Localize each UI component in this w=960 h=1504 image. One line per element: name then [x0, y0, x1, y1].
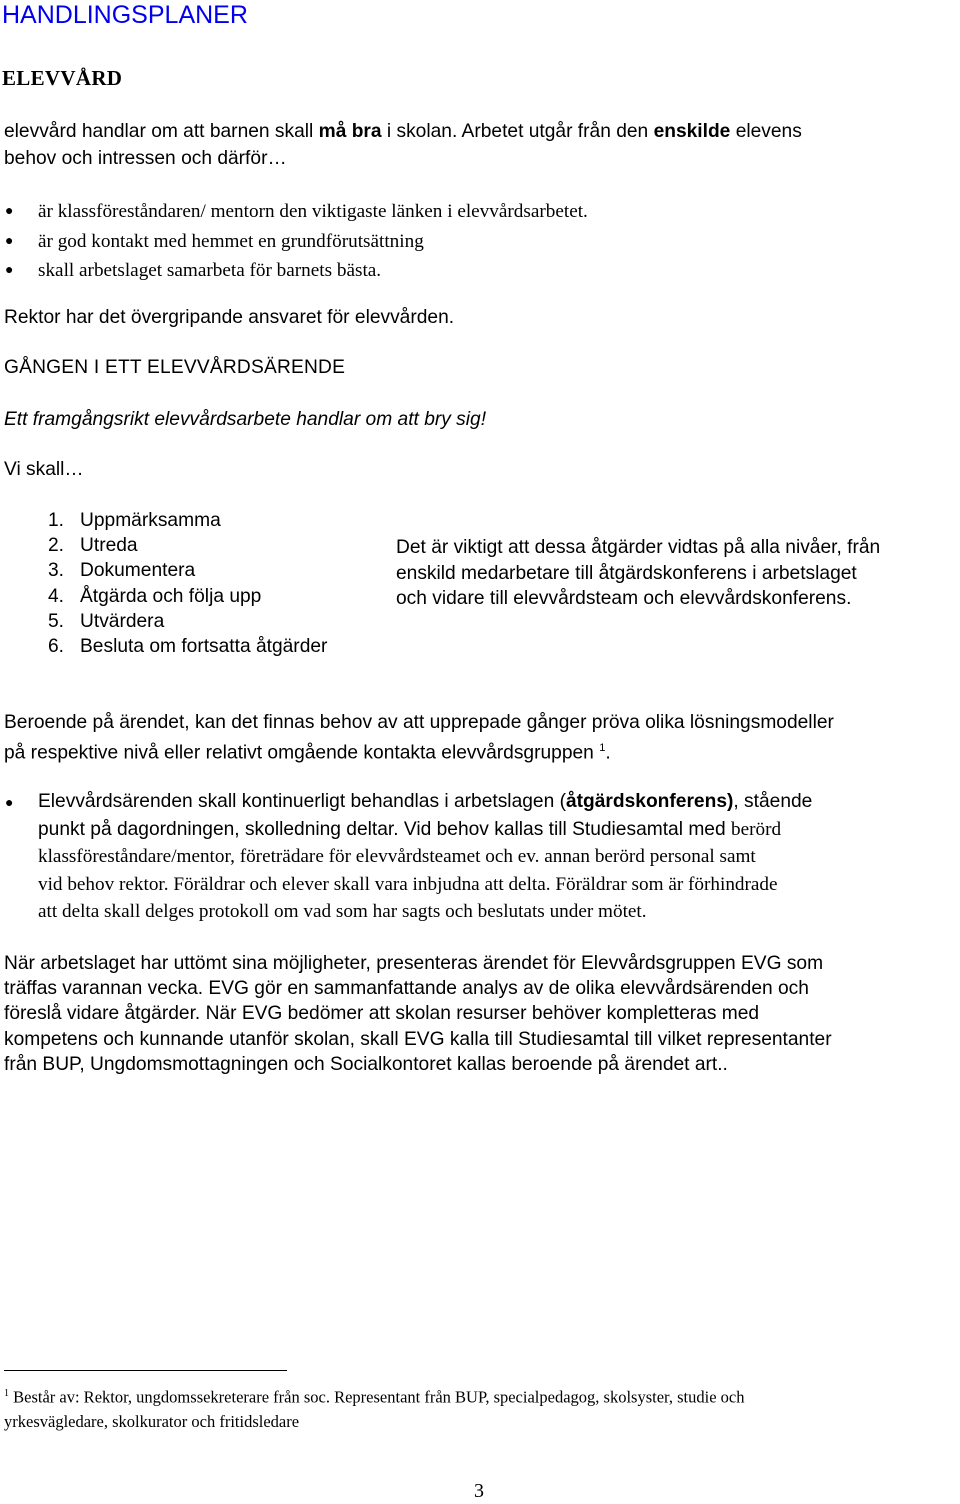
paragraph-arbetslaget: När arbetslaget har uttömt sina möjligheter, presenteras ärendet för Elevvårdsgruppen EVG som träffas varannan vecka. EVG gör en sammanfattande analys av de olika elevvårdsärenden och föreslå vidare åtgärder. När EVG bedömer att skolan resurser behöver kompletteras med kompetens och kunnande utanför skolan, skall EVG kalla till Studiesamtal till vilket representanter från BUP, Ungdomsmottagningen och Socialkontoret kallas beroende på ärendet art..	[4, 953, 832, 1075]
list-item: ● är god kontakt med hemmet en grundförutsättning	[0, 227, 960, 257]
list-item: ● är klassföreståndaren/ mentorn den viktigaste länken i elevvårdsarbetet.	[0, 197, 960, 227]
footnote-marker: 1	[4, 1388, 9, 1399]
side-note: Det är viktigt att dessa åtgärder vidtas på alla nivåer, från enskild medarbetare till åtgärdskonferens i arbetslaget och vidare till elevvårdsteam och elevvårdskonferens.	[396, 537, 881, 609]
responsibility-list	[0, 197, 960, 286]
footnote-separator	[4, 1370, 287, 1371]
step-item: 1. Uppmärksamma	[48, 510, 221, 531]
bullet-icon: ●	[5, 794, 14, 810]
process-heading: GÅNGEN I ETT ELEVVÅRDSÄRENDE	[4, 357, 346, 378]
step-item: 6. Besluta om fortsatta åtgärder	[48, 635, 328, 657]
step-item: 4. Åtgärda och följa upp	[48, 585, 262, 607]
vi-skall-label: Vi skall…	[4, 459, 84, 480]
footnote: $^1$ Består av: Rektor, ungdomssekreterare från soc. Representant från BUP, specialpedagog, skolsyster, studie och yrkesvägledare, skolkurator och fritidsledare	[4, 1387, 745, 1431]
bullet-icon: ●	[5, 263, 14, 278]
section-heading: ELEVVÅRD	[2, 66, 123, 90]
emphasis-ma-bra: må bra	[318, 121, 382, 142]
intro-line-1: elevvård handlar om att barnen skall må bra i skolan. Arbetet utgår från den enskilde elevens	[4, 121, 802, 142]
step-item: 3. Dokumentera	[48, 560, 196, 582]
list-item: ● skall arbetslaget samarbeta för barnets bästa.	[0, 256, 960, 286]
page-title: HANDLINGSPLANER	[2, 1, 248, 29]
italic-statement: Ett framgångsrikt elevvårdsarbete handlar om att bry sig!	[4, 409, 487, 430]
bullet-icon: ●	[5, 204, 14, 219]
page-number: 3	[474, 1480, 484, 1502]
emphasis-enskilde: enskilde	[653, 121, 731, 142]
rektor-statement: Rektor har det övergripande ansvaret för elevvården.	[4, 307, 455, 328]
step-item: 5. Utvärdera	[48, 610, 165, 632]
emphasis-atgardskonferens: åtgärdskonferens)	[565, 791, 734, 812]
bullet-icon: ●	[5, 233, 14, 249]
step-item: 2. Utreda	[48, 535, 138, 557]
process-steps-list	[48, 508, 327, 659]
footnote-reference: 1	[599, 741, 606, 754]
paragraph-beroende: Beroende på ärendet, kan det finnas behov av att upprepade gånger pröva olika lösningsmodeller på respektive nivå eller relativt omgående kontakta elevvårdsgruppen $^1$.	[4, 712, 834, 763]
intro-line-2: behov och intressen och därför…	[4, 148, 287, 169]
intro-paragraph	[4, 118, 802, 172]
